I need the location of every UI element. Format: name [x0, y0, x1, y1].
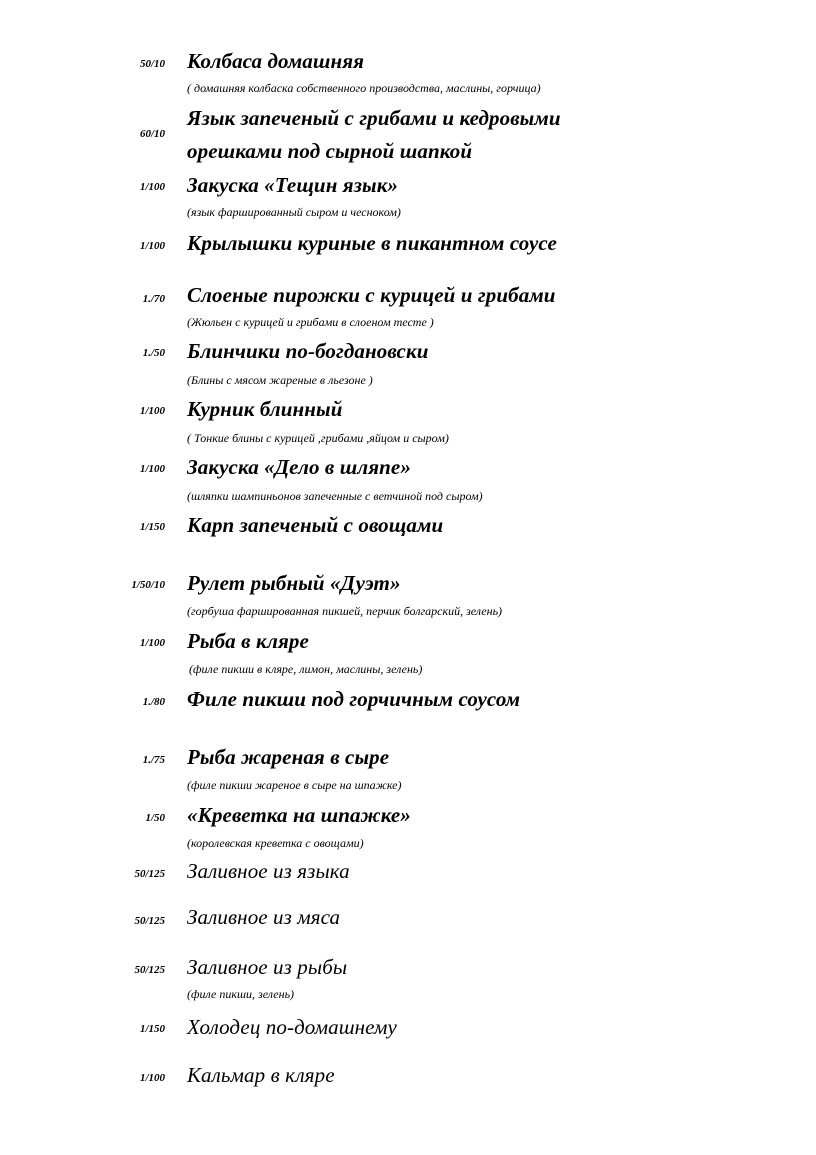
- portion-size: 50/125: [134, 964, 165, 976]
- portion-size: 1/150: [139, 521, 165, 533]
- portion-size: 1/100: [139, 637, 165, 649]
- dish-name: Курник блинный: [187, 397, 343, 421]
- dish-description: (Жюльен с курицей и грибами в слоеном тесте ): [187, 315, 434, 329]
- dish-name: Заливное из рыбы: [187, 955, 348, 979]
- portion-size: 50/125: [134, 868, 165, 880]
- dish-name-continued: орешками под сырной шапкой: [187, 139, 473, 163]
- dish-description: (язык фаршированный сыром и чесноком): [187, 205, 401, 219]
- dish-name: Кальмар в кляре: [187, 1063, 335, 1087]
- dish-name: Колбаса домашняя: [187, 49, 365, 73]
- portion-size: 1/150: [139, 1023, 165, 1035]
- dish-name: Рыба жареная в сыре: [187, 745, 390, 769]
- dish-name: Заливное из мяса: [187, 905, 341, 929]
- portion-size: 1./70: [142, 293, 165, 305]
- dish-name: Заливное из языка: [187, 859, 350, 883]
- dish-description: (филе пикши в кляре, лимон, маслины, зелень): [189, 662, 423, 676]
- portion-size: 1./75: [142, 754, 165, 766]
- dish-name: Слоеные пирожки с курицей и грибами: [187, 283, 556, 307]
- portion-size: 50/125: [134, 915, 165, 927]
- portion-size: 1/100: [139, 405, 165, 417]
- dish-name: Закуска «Дело в шляпе»: [187, 455, 411, 479]
- dish-description: (филе пикши жареное в сыре на шпажке): [187, 778, 402, 792]
- dish-name: Закуска «Тещин язык»: [187, 173, 399, 197]
- dish-description: (горбуша фаршированная пикшей, перчик болгарский, зелень): [187, 604, 503, 618]
- portion-size: 1/100: [139, 1072, 165, 1084]
- portion-size: 1./80: [142, 696, 165, 708]
- dish-name: Филе пикши под горчичным соусом: [187, 687, 521, 711]
- dish-name: Язык запеченый с грибами и кедровыми: [187, 106, 561, 130]
- dish-description: (королевская креветка с овощами): [187, 836, 364, 850]
- portion-size: 60/10: [139, 128, 165, 140]
- portion-size: 1/100: [139, 240, 165, 252]
- portion-size: 1/50: [145, 812, 165, 824]
- dish-name: Рыба в кляре: [187, 629, 309, 653]
- portion-size: 1/100: [139, 181, 165, 193]
- dish-name: Блинчики по-богдановски: [187, 339, 429, 363]
- dish-name: «Креветка на шпажке»: [187, 803, 411, 827]
- dish-name: Карп запеченый с овощами: [187, 513, 444, 537]
- dish-description: ( Тонкие блины с курицей ,грибами ,яйцом и сыром): [187, 431, 449, 445]
- dish-name: Крылышки куриные в пикантном соусе: [187, 231, 557, 255]
- portion-size: 1/100: [139, 463, 165, 475]
- portion-size: 50/10: [139, 58, 165, 70]
- dish-description: ( домашняя колбаска собственного производства, маслины, горчица): [187, 81, 541, 95]
- dish-description: (филе пикши, зелень): [187, 987, 295, 1001]
- portion-size: 1./50: [142, 347, 165, 359]
- dish-name: Рулет рыбный «Дуэт»: [187, 571, 401, 595]
- dish-name: Холодец по-домашнему: [187, 1015, 397, 1039]
- dish-description: (шляпки шампиньонов запеченные с ветчиной под сыром): [187, 489, 483, 503]
- dish-description: (Блины с мясом жареные в льезоне ): [187, 373, 373, 387]
- portion-size: 1/50/10: [131, 579, 165, 591]
